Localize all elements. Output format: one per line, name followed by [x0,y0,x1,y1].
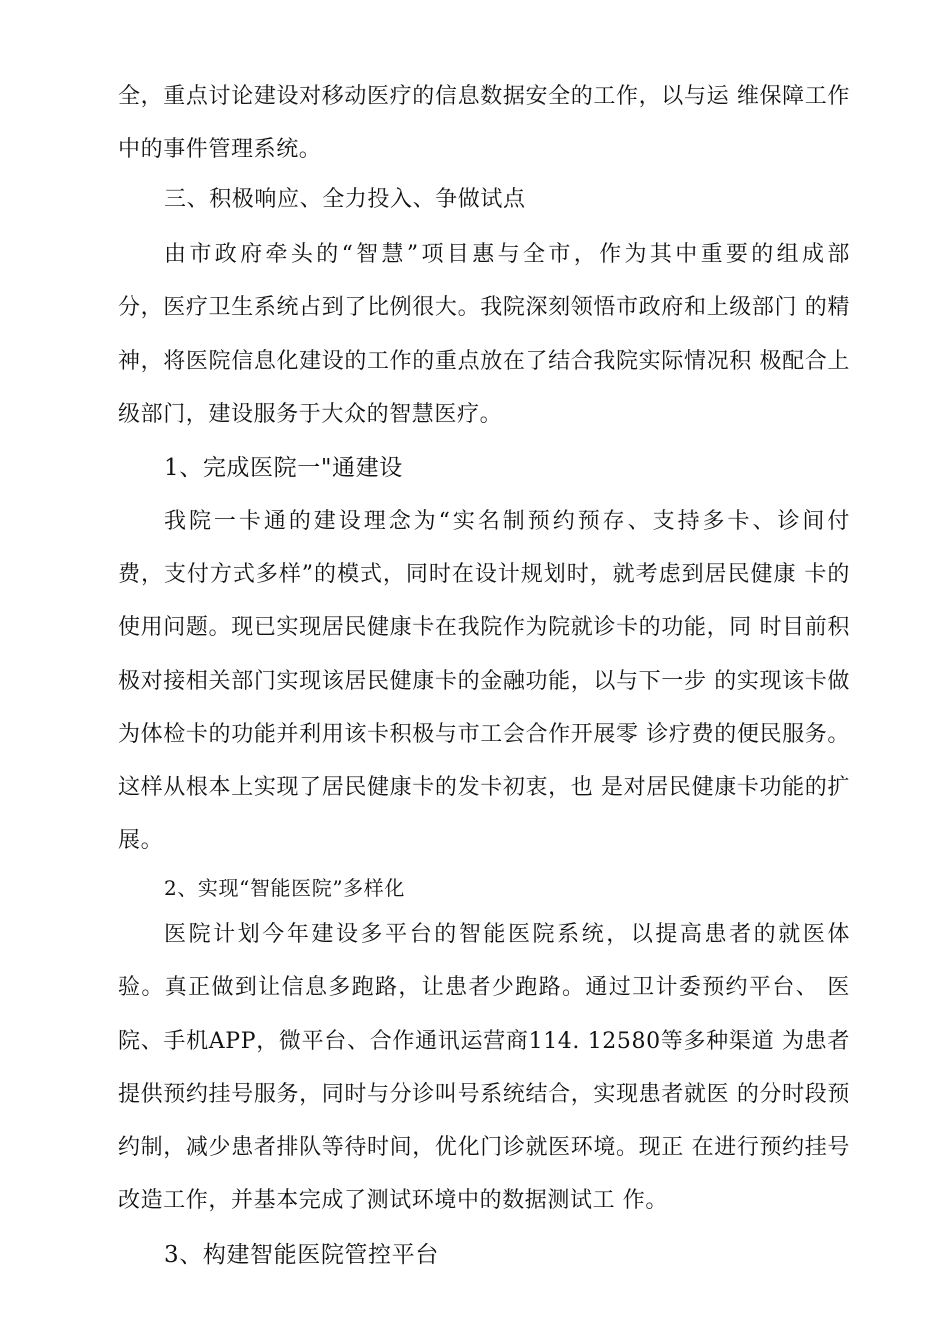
paragraph-line: 展。 [118,828,164,853]
paragraph-line: 神，将医院信息化建设的工作的重点放在了结合我院实际情况积 极配合上 [118,349,850,374]
paragraph-line: 由市政府牵头的“智慧”项目惠与全市，作为其中重要的组成部 [164,242,850,267]
paragraph-line: 改造工作，并基本完成了测试环境中的数据测试工 作。 [118,1188,668,1213]
paragraph-line: 级部门，建设服务于大众的智慧医疗。 [118,402,503,427]
paragraph-line: 费，支付方式多样”的模式，同时在设计规划时，就考虑到居民健康 卡的 [118,562,850,587]
paragraph-line: 约制，减少患者排队等待时间，优化门诊就医环境。现正 在进行预约挂号 [118,1135,850,1160]
paragraph-line: 验。真正做到让信息多跑路，让患者少跑路。通过卫计委预约平台、 医 [118,975,850,1000]
paragraph-line: 医院计划今年建设多平台的智能医院系统，以提高患者的就医体 [164,922,850,947]
paragraph-line: 院、手机APP，微平台、合作通讯运营商114. 12580等多种渠道 为患者 [118,1029,850,1054]
subsection-heading: 1、完成医院一"通建设 [164,455,403,481]
paragraph-line: 使用问题。现已实现居民健康卡在我院作为院就诊卡的功能，同 时目前积 [118,615,850,640]
paragraph-line: 分，医疗卫生系统占到了比例很大。我院深刻领悟市政府和上级部门 的精 [118,295,850,320]
paragraph-line: 中的事件管理系统。 [118,137,322,162]
paragraph-line: 我院一卡通的建设理念为“实名制预约预存、支持多卡、诊间付 [164,509,850,534]
paragraph-line: 全，重点讨论建设对移动医疗的信息数据安全的工作，以与运 维保障工作 [118,84,850,109]
paragraph-line: 这样从根本上实现了居民健康卡的发卡初衷，也 是对居民健康卡功能的扩 [118,775,850,800]
subsection-heading: 3、构建智能医院管控平台 [164,1242,439,1268]
paragraph-line: 为体检卡的功能并利用该卡积极与市工会合作开展零 诊疗费的便民服务。 [118,722,850,747]
paragraph-line: 极对接相关部门实现该居民健康卡的金融功能，以与下一步 的实现该卡做 [118,669,850,694]
subsection-heading: 2、实现“智能医院”多样化 [164,876,405,900]
paragraph-line: 提供预约挂号服务，同时与分诊叫号系统结合，实现患者就医 的分时段预 [118,1082,850,1107]
section-heading: 三、积极响应、全力投入、争做试点 [164,187,526,212]
